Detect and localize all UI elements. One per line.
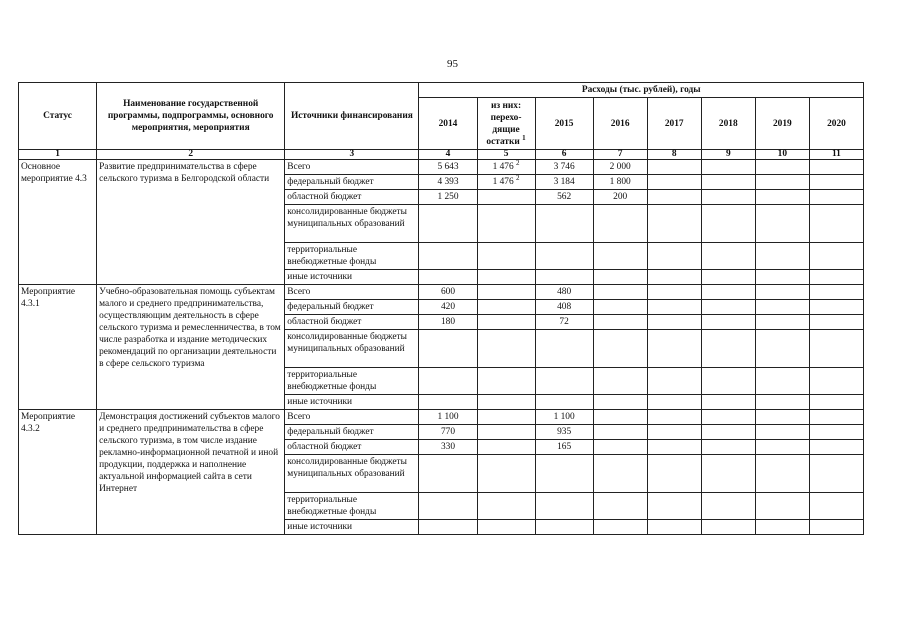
col-number: 9 — [701, 150, 755, 160]
value-2019 — [755, 270, 809, 285]
value-carryover — [477, 285, 535, 300]
value-2020 — [809, 270, 863, 285]
header-sources: Источники финансирования — [285, 83, 419, 150]
value-2018 — [701, 270, 755, 285]
value-2015: 935 — [535, 425, 593, 440]
value-2016 — [593, 493, 647, 520]
value-2016: 1 800 — [593, 175, 647, 190]
value-2018 — [701, 520, 755, 535]
value-2019 — [755, 243, 809, 270]
value-2020 — [809, 300, 863, 315]
value-carryover — [477, 190, 535, 205]
value-2019 — [755, 190, 809, 205]
value-2015 — [535, 243, 593, 270]
value-2015: 480 — [535, 285, 593, 300]
value-2015: 1 100 — [535, 410, 593, 425]
footnote-marker: 2 — [516, 158, 520, 167]
value-2020 — [809, 520, 863, 535]
source-label: областной бюджет — [285, 190, 419, 205]
value-2020 — [809, 315, 863, 330]
value-2017 — [647, 300, 701, 315]
source-label: федеральный бюджет — [285, 175, 419, 190]
value-2017 — [647, 330, 701, 368]
value-2016 — [593, 330, 647, 368]
header-status: Статус — [19, 83, 97, 150]
value-carryover — [477, 368, 535, 395]
value-2017 — [647, 493, 701, 520]
value-carryover: 1 476 $^2$ — [477, 160, 535, 175]
value-2018 — [701, 455, 755, 493]
col-number: 10 — [755, 150, 809, 160]
value-2015: 165 — [535, 440, 593, 455]
value-carryover — [477, 205, 535, 243]
value-2017 — [647, 520, 701, 535]
value-2015 — [535, 520, 593, 535]
value-2017 — [647, 285, 701, 300]
source-label: Всего — [285, 285, 419, 300]
value-carryover — [477, 315, 535, 330]
value-2015: 408 — [535, 300, 593, 315]
value-2019 — [755, 205, 809, 243]
value-2017 — [647, 425, 701, 440]
value-2019 — [755, 300, 809, 315]
value-2015 — [535, 270, 593, 285]
value-2020 — [809, 243, 863, 270]
header-carryover — [477, 98, 535, 150]
header-of-which: из них: — [490, 100, 522, 111]
value-2014: 600 — [419, 285, 477, 300]
value-2017 — [647, 175, 701, 190]
value-2020 — [809, 410, 863, 425]
source-label: Всего — [285, 160, 419, 175]
expenses-table — [18, 82, 864, 535]
value-2020 — [809, 190, 863, 205]
col-number: 6 — [535, 150, 593, 160]
value-2019 — [755, 285, 809, 300]
value-2018 — [701, 175, 755, 190]
value-2018 — [701, 205, 755, 243]
source-label: федеральный бюджет — [285, 425, 419, 440]
value-2018 — [701, 315, 755, 330]
value-2018 — [701, 330, 755, 368]
value-2020 — [809, 395, 863, 410]
table-row — [19, 410, 864, 425]
header-2019: 2019 — [755, 98, 809, 150]
value-2014: 330 — [419, 440, 477, 455]
value-2019 — [755, 395, 809, 410]
value-2015 — [535, 330, 593, 368]
value-2016 — [593, 368, 647, 395]
value-2018 — [701, 190, 755, 205]
col-number: 7 — [593, 150, 647, 160]
value-2015: 3 184 — [535, 175, 593, 190]
col-number: 1 — [19, 150, 97, 160]
value-2017 — [647, 205, 701, 243]
value-2014 — [419, 205, 477, 243]
value-2014 — [419, 493, 477, 520]
value-2019 — [755, 315, 809, 330]
value-2014 — [419, 520, 477, 535]
value-2016: 2 000 — [593, 160, 647, 175]
value-2020 — [809, 493, 863, 520]
value-2018 — [701, 300, 755, 315]
value-carryover — [477, 455, 535, 493]
value-2015: 3 746 — [535, 160, 593, 175]
value-2019 — [755, 520, 809, 535]
header-2020: 2020 — [809, 98, 863, 150]
value-2018 — [701, 410, 755, 425]
value-2019 — [755, 160, 809, 175]
value-carryover — [477, 330, 535, 368]
col-number: 2 — [97, 150, 285, 160]
header-2018: 2018 — [701, 98, 755, 150]
row-status: Мероприятие 4.3.2 — [19, 410, 97, 535]
value-2016 — [593, 425, 647, 440]
value-2016 — [593, 395, 647, 410]
row-status: Основное мероприятие 4.3 — [19, 160, 97, 285]
value-2015 — [535, 205, 593, 243]
header-2014: 2014 — [419, 98, 477, 150]
value-2018 — [701, 493, 755, 520]
col-number: 8 — [647, 150, 701, 160]
row-name: Учебно-образовательная помощь субъектам малого и среднего предпринимательства, осуществляющим деятельность в сфере сельского туризма и ремесленничества, в том числе разработка и издание методических рекомендаций по организации деятельности в сфере сельского туризма — [97, 285, 285, 410]
value-2017 — [647, 410, 701, 425]
value-2017 — [647, 395, 701, 410]
row-status: Мероприятие 4.3.1 — [19, 285, 97, 410]
value-2019 — [755, 368, 809, 395]
source-label: иные источники — [285, 395, 419, 410]
value-2016 — [593, 520, 647, 535]
value-carryover — [477, 243, 535, 270]
value-2020 — [809, 455, 863, 493]
source-label: Всего — [285, 410, 419, 425]
value-2018 — [701, 395, 755, 410]
value-2015 — [535, 455, 593, 493]
source-label: областной бюджет — [285, 440, 419, 455]
value-2014: 420 — [419, 300, 477, 315]
source-label: консолидированные бюджеты муниципальных образований — [285, 455, 419, 493]
page-number: 95 — [447, 58, 458, 70]
value-2016 — [593, 285, 647, 300]
header-carryover-label: перехо-дящие остатки $^1$ — [486, 112, 526, 147]
source-label: иные источники — [285, 270, 419, 285]
value-2017 — [647, 243, 701, 270]
value-2017 — [647, 315, 701, 330]
value-2018 — [701, 160, 755, 175]
header-2015: 2015 — [535, 98, 593, 150]
value-2019 — [755, 410, 809, 425]
value-2020 — [809, 175, 863, 190]
source-label: иные источники — [285, 520, 419, 535]
value-2016 — [593, 440, 647, 455]
value-2014: 1 100 — [419, 410, 477, 425]
value-2018 — [701, 285, 755, 300]
value-2019 — [755, 493, 809, 520]
source-label: территориальные внебюджетные фонды — [285, 368, 419, 395]
header-2017: 2017 — [647, 98, 701, 150]
value-2016 — [593, 270, 647, 285]
value-2019 — [755, 455, 809, 493]
value-2016 — [593, 205, 647, 243]
value-2020 — [809, 160, 863, 175]
row-name: Демонстрация достижений субъектов малого и среднего предпринимательства в сфере сельского туризма, в том числе издание рекламно-информационной печатной и иной продукции, поддержка и наполнение актуальной информацией сайта в сети Интернет — [97, 410, 285, 535]
table-row — [19, 285, 864, 300]
value-2014: 770 — [419, 425, 477, 440]
value-2019 — [755, 440, 809, 455]
value-2016 — [593, 315, 647, 330]
value-2018 — [701, 425, 755, 440]
value-2017 — [647, 270, 701, 285]
source-label: территориальные внебюджетные фонды — [285, 493, 419, 520]
value-carryover: 1 476 $^2$ — [477, 175, 535, 190]
header-2016: 2016 — [593, 98, 647, 150]
footnote-marker: 1 — [522, 133, 526, 142]
source-label: федеральный бюджет — [285, 300, 419, 315]
value-2016 — [593, 300, 647, 315]
value-2019 — [755, 330, 809, 368]
value-2018 — [701, 368, 755, 395]
value-2017 — [647, 160, 701, 175]
value-2016 — [593, 410, 647, 425]
col-number: 3 — [285, 150, 419, 160]
value-carryover — [477, 300, 535, 315]
value-2018 — [701, 440, 755, 455]
value-2016 — [593, 243, 647, 270]
row-name: Развитие предпринимательства в сфере сельского туризма в Белгородской области — [97, 160, 285, 285]
value-2020 — [809, 285, 863, 300]
col-number: 5 — [477, 150, 535, 160]
value-2017 — [647, 455, 701, 493]
value-2014: 4 393 — [419, 175, 477, 190]
header-expenses: Расходы (тыс. рублей), годы — [419, 83, 864, 98]
value-2020 — [809, 425, 863, 440]
table-row — [19, 160, 864, 175]
value-2014 — [419, 368, 477, 395]
value-2015 — [535, 368, 593, 395]
value-2014 — [419, 455, 477, 493]
source-label: территориальные внебюджетные фонды — [285, 243, 419, 270]
col-number: 11 — [809, 150, 863, 160]
value-2019 — [755, 425, 809, 440]
value-2018 — [701, 243, 755, 270]
value-2017 — [647, 368, 701, 395]
value-2015 — [535, 493, 593, 520]
value-carryover — [477, 395, 535, 410]
value-2020 — [809, 205, 863, 243]
value-2017 — [647, 190, 701, 205]
value-carryover — [477, 440, 535, 455]
value-2014: 180 — [419, 315, 477, 330]
value-carryover — [477, 493, 535, 520]
value-2014 — [419, 330, 477, 368]
value-2015: 562 — [535, 190, 593, 205]
value-2020 — [809, 330, 863, 368]
source-label: областной бюджет — [285, 315, 419, 330]
col-number: 4 — [419, 150, 477, 160]
value-2015: 72 — [535, 315, 593, 330]
value-carryover — [477, 270, 535, 285]
value-2020 — [809, 368, 863, 395]
header-name: Наименование государственной программы, подпрограммы, основного мероприятия, мероприятия — [97, 83, 285, 150]
value-2014: 1 250 — [419, 190, 477, 205]
footnote-marker: 2 — [516, 173, 520, 182]
value-carryover — [477, 425, 535, 440]
value-2019 — [755, 175, 809, 190]
value-2014: 5 643 — [419, 160, 477, 175]
value-2014 — [419, 270, 477, 285]
value-2017 — [647, 440, 701, 455]
source-label: консолидированные бюджеты муниципальных образований — [285, 330, 419, 368]
value-2020 — [809, 440, 863, 455]
value-2016 — [593, 455, 647, 493]
value-carryover — [477, 410, 535, 425]
value-2014 — [419, 243, 477, 270]
source-label: консолидированные бюджеты муниципальных образований — [285, 205, 419, 243]
value-2016: 200 — [593, 190, 647, 205]
value-carryover — [477, 520, 535, 535]
value-2015 — [535, 395, 593, 410]
value-2014 — [419, 395, 477, 410]
